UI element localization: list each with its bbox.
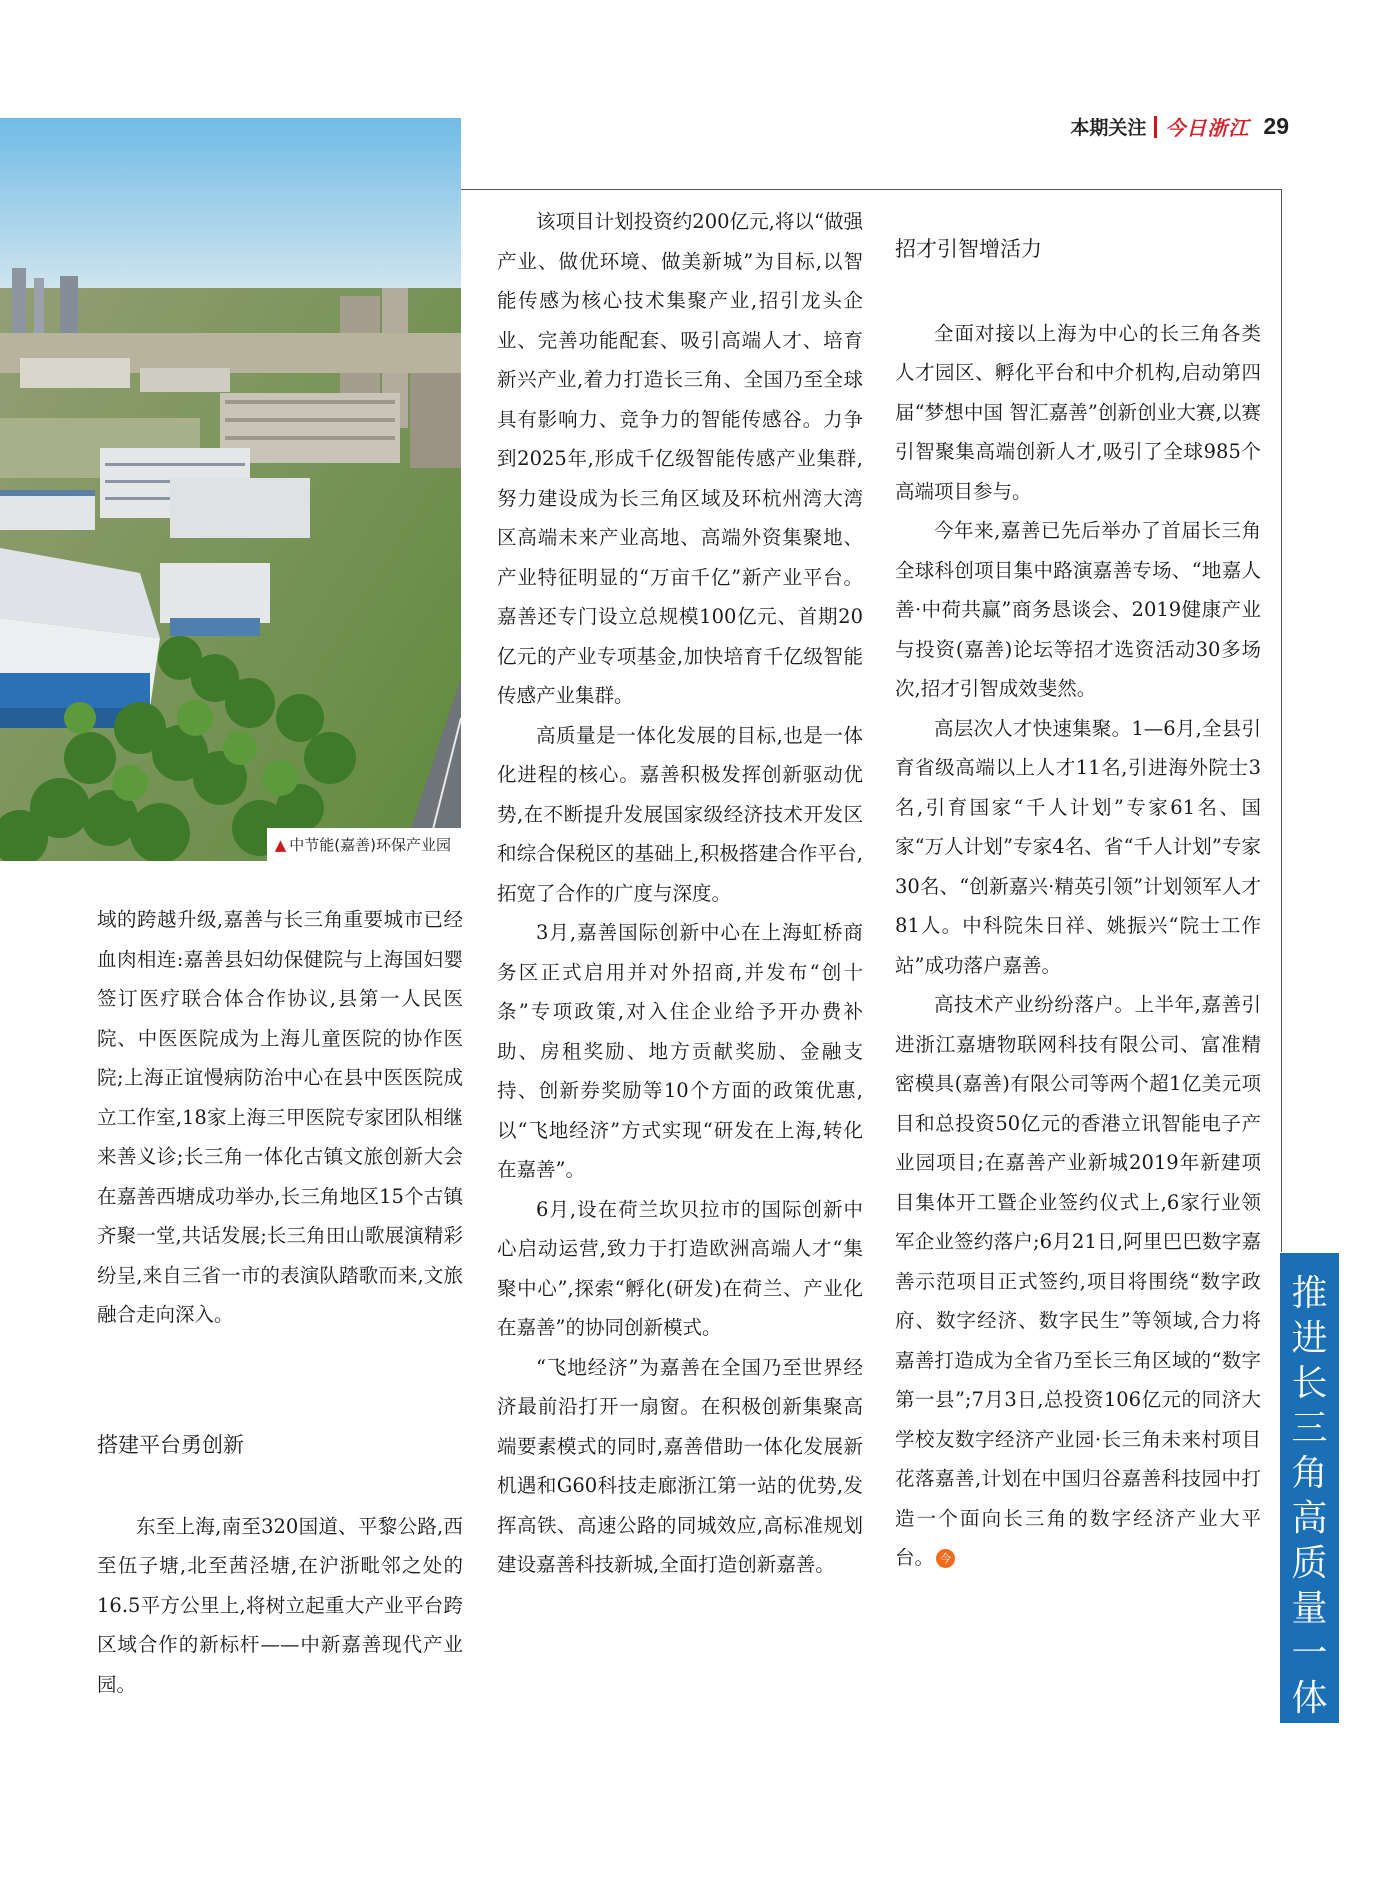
side-tab-char: 体 <box>1291 1678 1328 1719</box>
frame-top-rule <box>461 189 1282 190</box>
section-heading: 搭建平台勇创新 <box>97 1433 244 1457</box>
paragraph: 全面对接以上海为中心的长三角各类人才园区、孵化平台和中介机构,启动第四届“梦想中国 智汇嘉善”创新创业大赛,以赛引智聚集高端创新人才,吸引了全球985个高端项目参与。 <box>895 321 1261 503</box>
side-tab-char: 高 <box>1291 1498 1328 1539</box>
paragraph: 东至上海,南至320国道、平黎公路,西至伍子塘,北至茜泾塘,在沪浙毗邻之处的16.5平方公里上,将树立起重大产业平台跨区域合作的新标杆——中新嘉善现代产业园。 <box>97 1514 463 1696</box>
end-mark-icon: 今 <box>936 1549 955 1568</box>
paragraph: 今年来,嘉善已先后举办了首届长三角全球科创项目集中路演嘉善专场、“地嘉人善·中荷共赢”商务恳谈会、2019健康产业与投资(嘉善)论坛等招才选资活动30多场次,招才引智成效斐然。 <box>895 519 1261 700</box>
article-column-3 <box>895 230 1261 1578</box>
header-divider <box>1154 116 1157 138</box>
side-tab-char: 量 <box>1291 1588 1328 1629</box>
paragraph: “飞地经济”为嘉善在全国乃至世界经济最前沿打开一扇窗。在积极创新集聚高端要素模式的同时,嘉善借助一体化发展新机遇和G60科技走廊浙江第一站的优势,发挥高铁、高速公路的同城效应,高标准规划建设嘉善科技新城,全面打造创新嘉善。 <box>497 1355 863 1576</box>
paragraph: 6月,设在荷兰坎贝拉市的国际创新中心启动运营,致力于打造欧洲高端人才“集聚中心”,探索“孵化(研发)在荷兰、产业化在嘉善”的协同创新模式。 <box>497 1197 863 1339</box>
side-tab-char: 三 <box>1291 1408 1328 1449</box>
aerial-photo <box>0 118 461 861</box>
article-column-2 <box>497 202 863 1585</box>
page-number: 29 <box>1263 113 1289 139</box>
caption-text: 中节能(嘉善)环保产业园 <box>289 836 451 854</box>
paragraph: 高质量是一体化发展的目标,也是一体化进程的核心。嘉善积极发挥创新驱动优势,在不断提升发展国家级经济技术开发区和综合保税区的基础上,积极搭建合作平台,拓宽了合作的广度与深度。 <box>497 723 863 905</box>
paragraph: 3月,嘉善国际创新中心在上海虹桥商务区正式启用并对外招商,并发布“创十条”专项政策,对入住企业给予开办费补助、房租奖励、地方贡献奖励、金融支持、创新券奖励等10个方面的政策优惠,以“飞地经济”方式实现“研发在上海,转化在嘉善”。 <box>497 921 863 1181</box>
paragraph: 该项目计划投资约200亿元,将以“做强产业、做优环境、做美新城”为目标,以智能传感为核心技术集聚产业,招引龙头企业、完善功能配套、吸引高端人才、培育新兴产业,着力打造长三角、全国乃至全球具有影响力、竞争力的智能传感谷。力争到2025年,形成千亿级智能传感产业集群,努力建设成为长三角区域及环杭州湾大湾区高端未来产业高地、高端外资集聚地、产业特征明显的“万亩千亿”新产业平台。嘉善还专门设立总规模100亿元、首期20亿元的产业专项基金,加快培育千亿级智能传感产业集群。 <box>497 210 863 707</box>
side-tab-char: 进 <box>1291 1318 1328 1359</box>
paragraph: 高层次人才快速集聚。1—6月,全县引育省级高端以上人才11名,引进海外院士3名,引育国家“千人计划”专家61名、国家“万人计划”专家4名、省“千人计划”专家30名、“创新嘉兴·精英引领”计划领军人才81人。中科院朱日祥、姚振兴“院士工作站”成功落户嘉善。 <box>895 716 1261 977</box>
page-header <box>1070 112 1289 141</box>
series-side-tab <box>1280 1253 1339 1764</box>
frame-right-rule <box>1281 189 1282 1252</box>
side-tab-char: 长 <box>1291 1363 1328 1404</box>
side-tab-char: 化 <box>1291 1723 1328 1764</box>
paragraph <box>895 985 1261 1578</box>
side-tab-char: 推 <box>1291 1273 1328 1314</box>
article-column-1-upper <box>97 900 463 1335</box>
side-tab-char: 角 <box>1291 1453 1328 1494</box>
side-tab-char: 质 <box>1291 1543 1328 1584</box>
section-heading: 招才引智增活力 <box>895 237 1042 261</box>
magazine-logo: 今日浙江 <box>1165 116 1250 140</box>
photo-caption <box>267 828 461 861</box>
side-tab-title <box>1280 1271 1339 1766</box>
industrial-park-illustration <box>0 118 461 861</box>
caption-triangle-icon: ▲ <box>274 835 287 854</box>
paragraph: 域的跨越升级,嘉善与长三角重要城市已经血肉相连:嘉善县妇幼保健院与上海国妇婴签订医疗联合体合作协议,县第一人民医院、中医医院成为上海儿童医院的协作医院;上海正谊慢病防治中心在县中医医院成立工作室,18家上海三甲医院专家团队相继来善义诊;长三角一体化古镇文旅创新大会在嘉善西塘成功举办,长三角地区15个古镇齐聚一堂,共话发展;长三角田山歌展演精彩纷呈,来自三省一市的表演队踏歌而来,文旅融合走向深入。 <box>97 908 463 1326</box>
section-label: 本期关注 <box>1070 117 1147 139</box>
side-tab-char: 一 <box>1291 1633 1328 1674</box>
article-column-1-lower <box>97 1426 463 1704</box>
paragraph-text: 高技术产业纷纷落户。上半年,嘉善引进浙江嘉塘物联网科技有限公司、富准精密模具(嘉善)有限公司等两个超1亿美元项目和总投资50亿元的香港立讯智能电子产业园项目;在嘉善产业新城2019年新建项目集体开工暨企业签约仪式上,6家行业领军企业签约落户;6月21日,阿里巴巴数字嘉善示范项目正式签约,项目将围绕“数字政府、数字经济、数字民生”等领域,合力将嘉善打造成为全省乃至长三角区域的“数字第一县”;7月3日,总投资106亿元的同济大学校友数字经济产业园·长三角未来村项目花落嘉善,计划在中国归谷嘉善科技园中打造一个面向长三角的数字经济产业大平台。 <box>895 993 1261 1569</box>
